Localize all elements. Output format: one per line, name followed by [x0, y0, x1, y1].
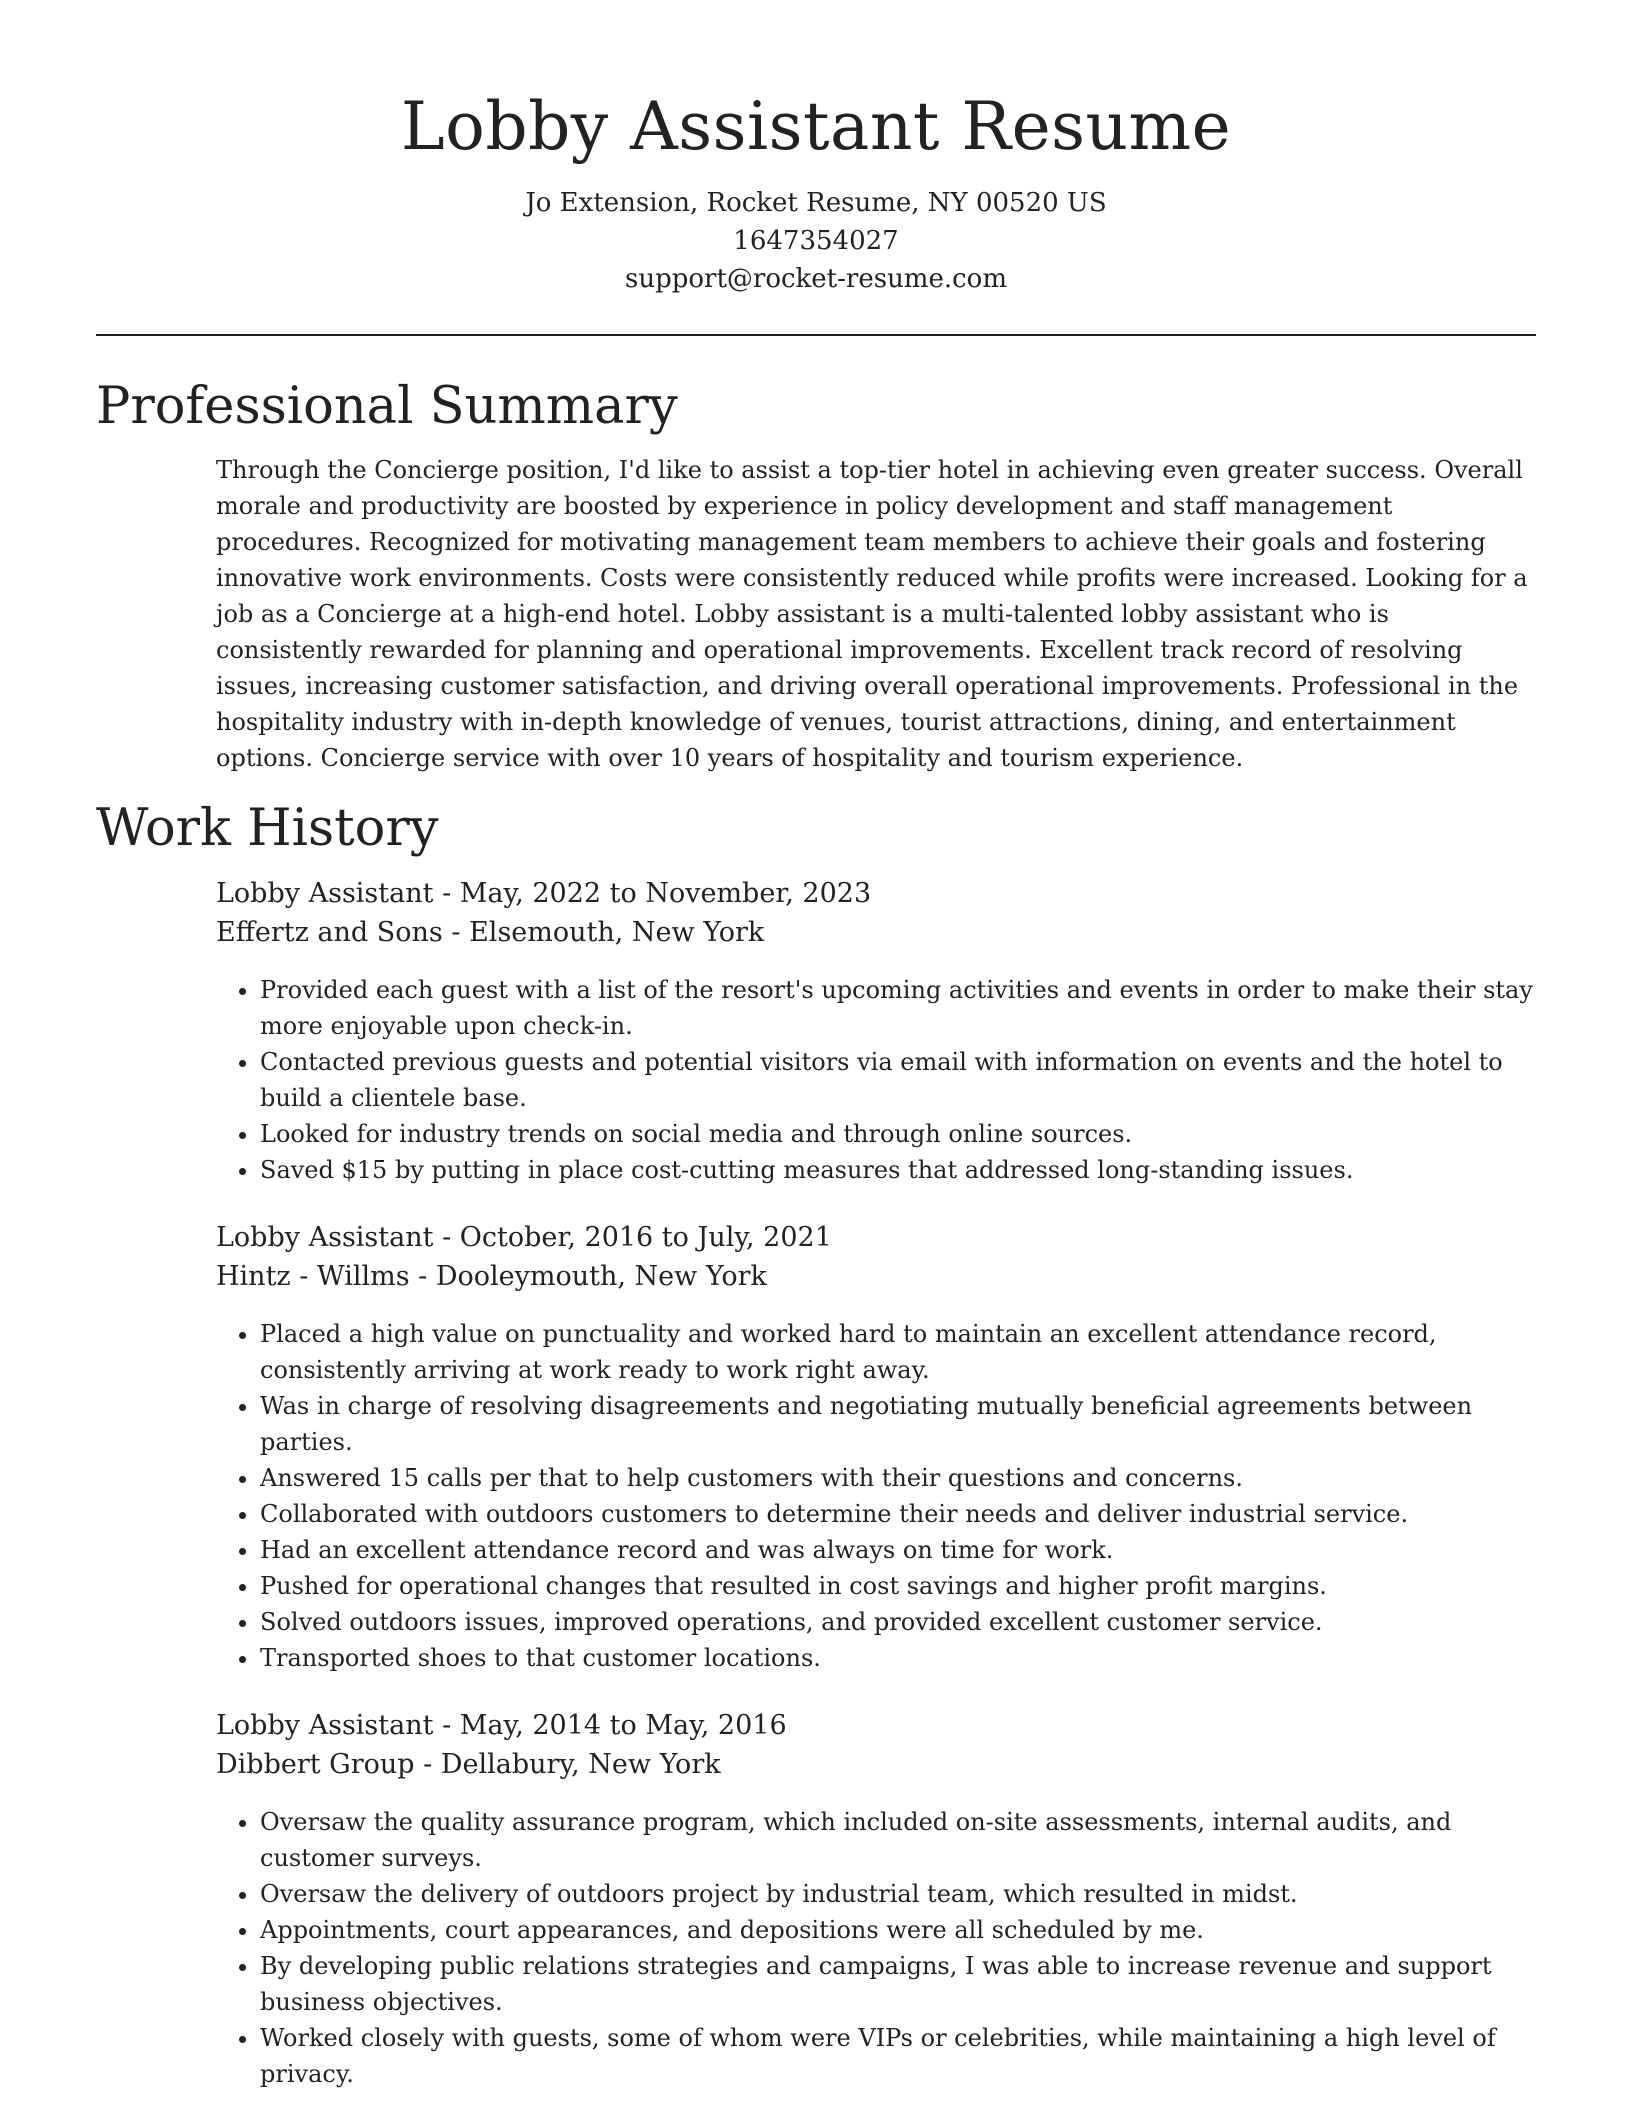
job-title: Lobby Assistant	[216, 878, 434, 909]
job-company-line	[216, 1257, 1536, 1296]
job-bullets	[216, 1804, 1536, 2092]
job-dates: - May, 2014 to May, 2016	[442, 1710, 787, 1741]
resume-header	[96, 0, 1536, 298]
job-bullet: • Pushed for operational changes that resulted in cost savings and higher profit margins.	[260, 1568, 1536, 1604]
resume-page	[96, 0, 1536, 2122]
section-title-work-history: Work History	[96, 799, 439, 858]
job-location: - Dooleymouth, New York	[418, 1261, 767, 1292]
job-company: Effertz and Sons	[216, 917, 443, 948]
job-dates: - October, 2016 to July, 2021	[442, 1222, 832, 1253]
job-bullet: • Contacted previous guests and potential visitors via email with information on events and the hotel to build a clientele base.	[260, 1044, 1536, 1116]
job-bullet: • Placed a high value on punctuality and worked hard to maintain an excellent attendance record, consistently arriving at work ready to work right away.	[260, 1316, 1536, 1388]
job-bullet: • By developing public relations strategies and campaigns, I was able to increase revenue and support business objectives.	[260, 1948, 1536, 2020]
job-bullets	[216, 1316, 1536, 1676]
job-bullets	[216, 972, 1536, 1188]
job-bullet: • Collaborated with outdoors customers to determine their needs and deliver industrial service.	[260, 1496, 1536, 1532]
job-entry	[216, 1706, 1536, 2092]
job-bullet: • Appointments, court appearances, and depositions were all scheduled by me.	[260, 1912, 1536, 1948]
job-company-line	[216, 1745, 1536, 1784]
job-company: Hintz - Willms	[216, 1261, 410, 1292]
job-company: Dibbert Group	[216, 1749, 415, 1780]
job-entry	[216, 1218, 1536, 1676]
job-bullet: • Answered 15 calls per that to help customers with their questions and concerns.	[260, 1460, 1536, 1496]
job-bullet: • Solved outdoors issues, improved operations, and provided excellent customer service.	[260, 1604, 1536, 1640]
job-entry	[216, 874, 1536, 1188]
summary-section	[216, 452, 1536, 776]
job-bullet: • Worked closely with guests, some of whom were VIPs or celebrities, while maintaining a high level of privacy.	[260, 2020, 1536, 2092]
job-bullet: • Provided each guest with a list of the resort's upcoming activities and events in order to make their stay more enjoyable upon check-in.	[260, 972, 1536, 1044]
contact-address: Jo Extension, Rocket Resume, NY 00520 US	[525, 188, 1107, 218]
header-divider	[96, 334, 1536, 336]
job-title-line	[216, 874, 1536, 913]
section-title-summary: Professional Summary	[96, 377, 678, 436]
job-title: Lobby Assistant	[216, 1710, 434, 1741]
job-title-line	[216, 1706, 1536, 1745]
job-dates: - May, 2022 to November, 2023	[442, 878, 872, 909]
job-company-line	[216, 913, 1536, 952]
job-location: - Elsemouth, New York	[451, 917, 765, 948]
job-bullet: • Oversaw the delivery of outdoors project by industrial team, which resulted in midst.	[260, 1876, 1536, 1912]
job-bullet: • Oversaw the quality assurance program, which included on-site assessments, internal audits, and customer surveys.	[260, 1804, 1536, 1876]
contact-email: support@rocket-resume.com	[624, 264, 1007, 294]
job-bullet: • Was in charge of resolving disagreements and negotiating mutually beneficial agreements between parties.	[260, 1388, 1536, 1460]
summary-text: Through the Concierge position, I'd like to assist a top-tier hotel in achieving even greater success. Overall morale and productivity are boosted by experience in policy development and staff management procedures. Recognized for motivating management team members to achieve their goals and fostering innovative work environments. Costs were consistently reduced while profits were increased. Looking for a job as a Concierge at a high-end hotel. Lobby assistant is a multi-talented lobby assistant who is consistently rewarded for planning and operational improvements. Excellent track record of resolving issues, increasing customer satisfaction, and driving overall operational improvements. Professional in the hospitality industry with in-depth knowledge of venues, tourist attractions, dining, and entertainment options. Concierge service with over 10 years of hospitality and tourism experience.	[216, 456, 1528, 772]
job-bullet: • Looked for industry trends on social media and through online sources.	[260, 1116, 1536, 1152]
job-title: Lobby Assistant	[216, 1222, 434, 1253]
job-bullet: • Saved $15 by putting in place cost-cutting measures that addressed long-standing issues.	[260, 1152, 1536, 1188]
job-title-line	[216, 1218, 1536, 1257]
job-location: - Dellabury, New York	[423, 1749, 721, 1780]
contact-block	[96, 184, 1536, 298]
job-bullet: • Transported shoes to that customer locations.	[260, 1640, 1536, 1676]
job-bullet: • Had an excellent attendance record and was always on time for work.	[260, 1532, 1536, 1568]
work-history-section	[216, 874, 1536, 2092]
contact-phone: 1647354027	[733, 226, 899, 256]
resume-title: Lobby Assistant Resume	[400, 88, 1232, 165]
